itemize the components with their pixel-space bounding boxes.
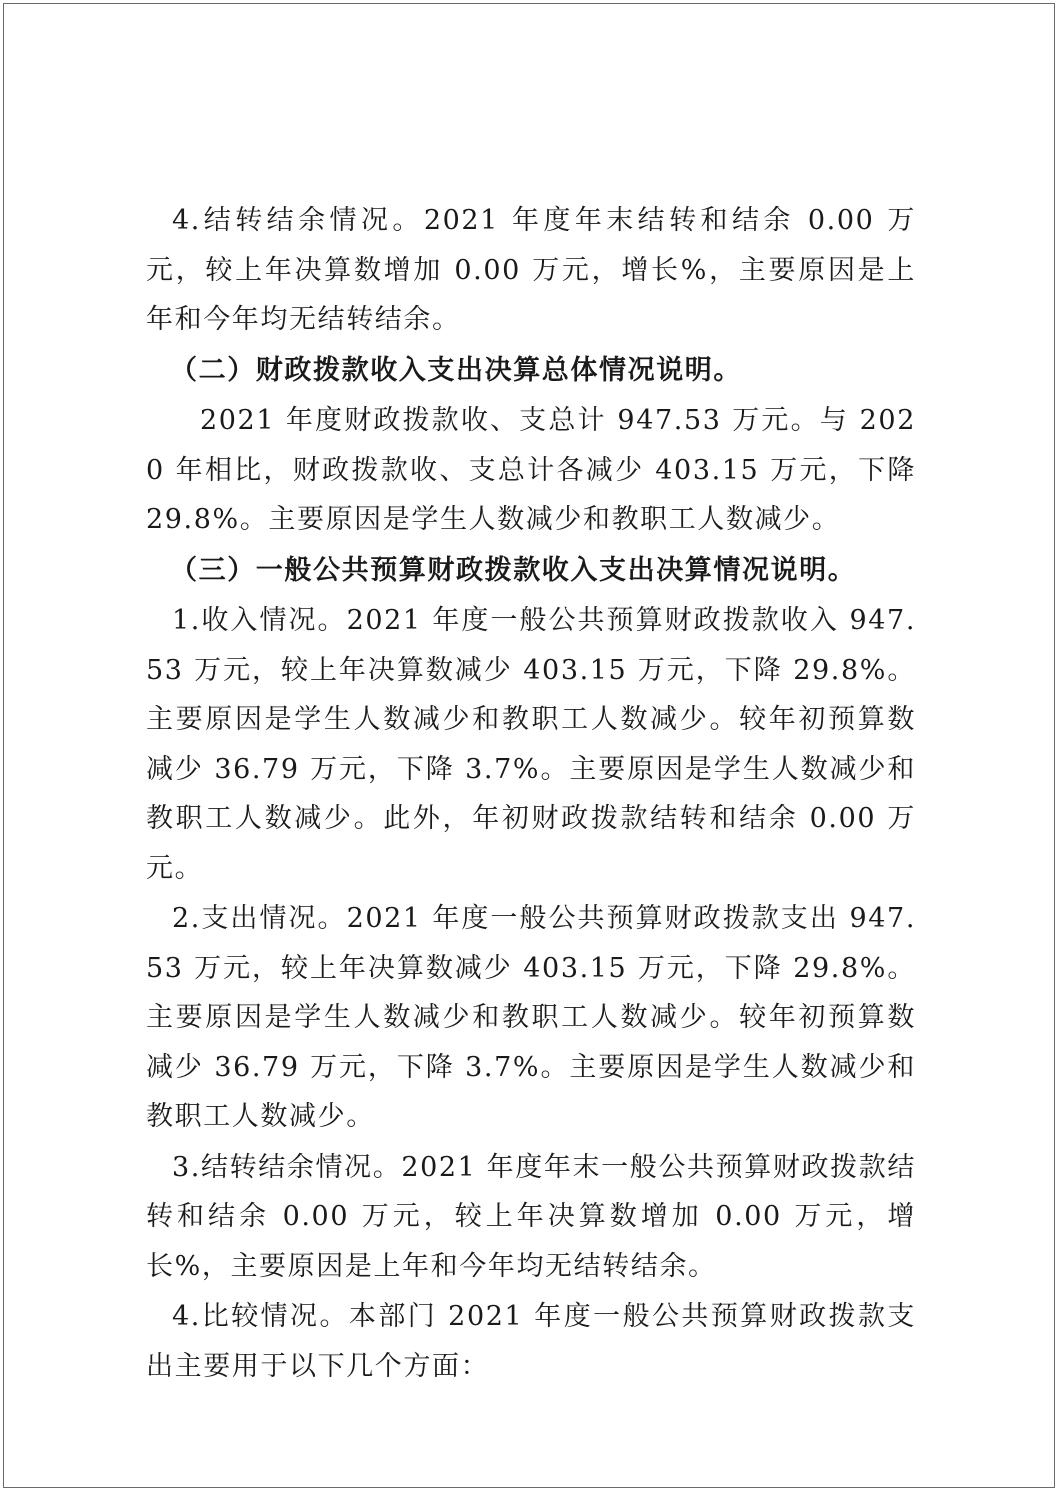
section-heading-fiscal-overall: （二）财政拨款收入支出决算总体情况说明。 bbox=[170, 354, 742, 386]
paragraph-fiscal-overall: 2021 年度财政拨款收、支总计 947.53 万元。与 2020 年相比，财政拨款收、支总计各减少 403.15 万元，下降 29.8%。主要原因是学生人数减少和教职工人数减少。 bbox=[146, 405, 916, 535]
paragraph-expenditure: 2.支出情况。2021 年度一般公共预算财政拨款支出 947.53 万元，较上年决算数减少 403.15 万元，下降 29.8%。主要原因是学生人数减少和教职工人数减少。较年初预算数减少 36.79 万元，下降 3.7%。主要原因是学生人数减少和教职工人数减少。 bbox=[146, 903, 916, 1132]
paragraph-carryover-summary: 4.结转结余情况。2021 年度年末结转和结余 0.00 万元，较上年决算数增加 0.00 万元，增长%，主要原因是上年和今年均无结转结余。 bbox=[146, 205, 916, 335]
paragraph-comparison: 4.比较情况。本部门 2021 年度一般公共预算财政拨款支出主要用于以下几个方面： bbox=[146, 1301, 916, 1382]
section-heading-general-budget: （三）一般公共预算财政拨款收入支出决算情况说明。 bbox=[170, 554, 857, 586]
paragraph-carryover-general: 3.结转结余情况。2021 年度年末一般公共预算财政拨款结转和结余 0.00 万元，较上年决算数增加 0.00 万元，增长%，主要原因是上年和今年均无结转结余。 bbox=[146, 1151, 916, 1282]
paragraph-income: 1.收入情况。2021 年度一般公共预算财政拨款收入 947.53 万元，较上年决算数减少 403.15 万元，下降 29.8%。主要原因是学生人数减少和教职工人数减少。较年初预算数减少 36.79 万元，下降 3.7%。主要原因是学生人数减少和教职工人数减少。此外，年初财政拨款结转和结余 0.00 万元。 bbox=[146, 605, 916, 884]
document-body bbox=[146, 196, 916, 1391]
document-page bbox=[3, 3, 1055, 1488]
